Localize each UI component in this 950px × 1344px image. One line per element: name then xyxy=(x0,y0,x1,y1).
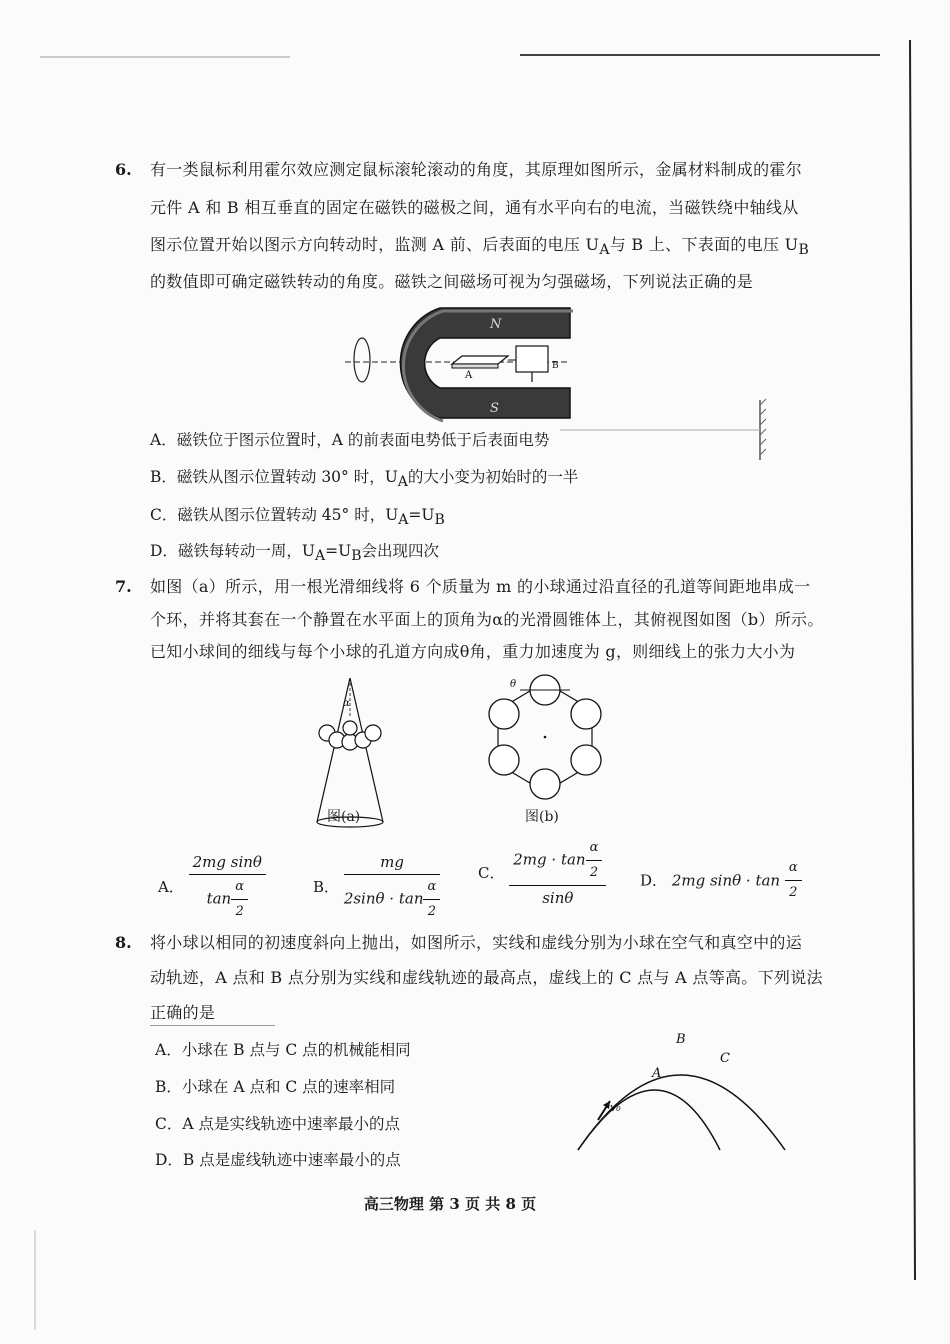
q7-fig-b-caption: 图(b) xyxy=(525,809,559,825)
q8-line-3: 正确的是 xyxy=(150,1003,216,1022)
q7-option-d[interactable]: D． 2mg sinθ · tan $\frac{\alpha}{2}$ xyxy=(640,858,802,903)
q8-option-c[interactable]: C．A 点是实线轨迹中速率最小的点 xyxy=(155,1115,400,1133)
q6-option-b[interactable]: B．磁铁从图示位置转动 30° 时，$U_A$的大小变为初始时的一半 xyxy=(150,468,579,491)
q7-option-b[interactable]: B． mg 2sinθ · tan $\frac{\alpha}{2}$ xyxy=(313,852,440,922)
point-a-label: A xyxy=(652,1066,662,1081)
q8-option-a[interactable]: A．小球在 B 点与 C 点的机械能相同 xyxy=(155,1041,411,1059)
q6-number: 6. xyxy=(115,160,132,179)
element-b-label: B xyxy=(552,361,559,371)
q6-option-c[interactable]: C．磁铁从图示位置转动 45° 时，$U_A=U_B$ xyxy=(150,506,445,529)
q7-line-3: 已知小球间的细线与每个小球的孔道方向成θ角，重力加速度为 g，则细线上的张力大小为 xyxy=(150,642,796,661)
q8-option-b[interactable]: B．小球在 A 点和 C 点的速率相同 xyxy=(155,1078,396,1096)
q7-figure-b-ring xyxy=(480,672,610,802)
q7-line-2: 个环，并将其套在一个静置在水平面上的顶角为α的光滑圆锥体上，其俯视图如图（b）所示。 xyxy=(150,610,824,629)
q7-option-a[interactable]: A． 2mg sinθ tan $\frac{\alpha}{2}$ xyxy=(158,852,266,922)
q6-line-1: 有一类鼠标利用霍尔效应测定鼠标滚轮滚动的角度，其原理如图所示，金属材料制成的霍尔 xyxy=(150,160,803,179)
q6-line-3: 图示位置开始以图示方向转动时，监测 A 前、后表面的电压 $U_A$与 B 上、下表面的电压 $U_B$ xyxy=(150,235,810,259)
q8-line-1: 将小球以相同的初速度斜向上抛出，如图所示，实线和虚线分别为小球在空气和真空中的运 xyxy=(150,933,803,952)
q8-option-d[interactable]: D．B 点是虚线轨迹中速率最小的点 xyxy=(155,1151,401,1169)
q7-number: 7. xyxy=(115,577,132,596)
q8-number: 8. xyxy=(115,933,132,952)
q6-magnet-figure xyxy=(340,300,580,425)
q8-underline xyxy=(150,1025,275,1026)
q7-line-1: 如图（a）所示，用一根光滑细线将 6 个质量为 m 的小球通过沿直径的孔道等间距地串成一 xyxy=(150,577,811,596)
point-c-label: C xyxy=(720,1051,730,1066)
magnet-s-label: S xyxy=(490,401,499,416)
q6-line-4: 的数值即可确定磁铁转动的角度。磁铁之间磁场可视为匀强磁场，下列说法正确的是 xyxy=(150,272,754,291)
q6-option-a[interactable]: A．磁铁位于图示位置时，A 的前表面电势低于后表面电势 xyxy=(150,431,550,449)
magnet-n-label: N xyxy=(490,317,502,332)
q6-line-2: 元件 A 和 B 相互垂直的固定在磁铁的磁极之间，通有水平向右的电流，当磁铁绕中轴线从 xyxy=(150,198,799,217)
theta-label: θ xyxy=(510,679,517,690)
q7-fig-a-caption: 图(a) xyxy=(327,809,361,825)
alpha-label: α xyxy=(343,698,350,709)
element-a-label: A xyxy=(465,370,473,381)
v0-label: v₀ xyxy=(610,1101,621,1114)
q8-line-2: 动轨迹，A 点和 B 点分别为实线和虚线轨迹的最高点，虚线上的 C 点与 A 点等高。下列说法 xyxy=(150,968,823,987)
q7-option-c[interactable]: C． 2mg · tan $\frac{\alpha}{2}$ sinθ xyxy=(478,838,606,908)
page-footer: 高三物理 第 3 页 共 8 页 xyxy=(363,1195,537,1213)
q6-option-d[interactable]: D．磁铁每转动一周，$U_A=U_B$会出现四次 xyxy=(150,542,439,565)
point-b-label: B xyxy=(676,1032,686,1047)
q8-trajectory-figure xyxy=(570,1025,800,1155)
